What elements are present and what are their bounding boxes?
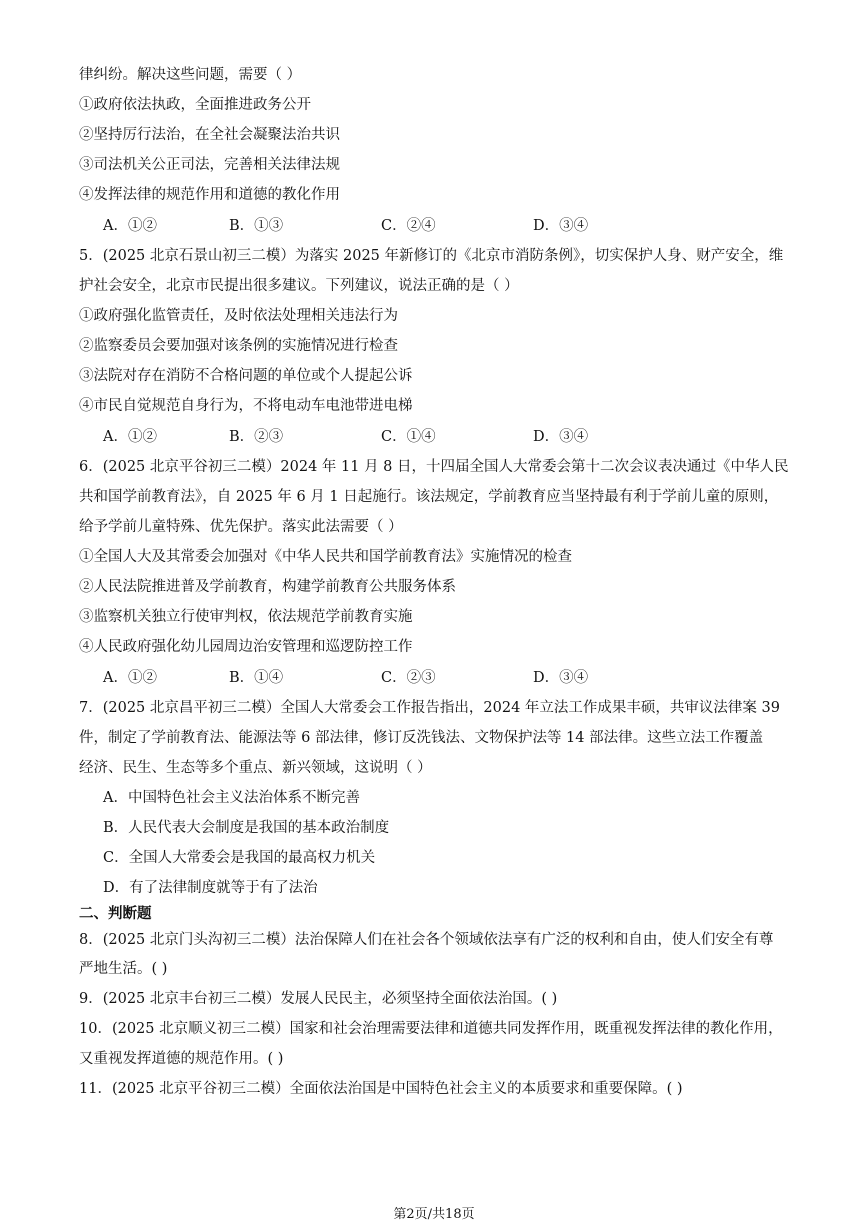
q5-item-2: ②监察委员会要加强对该条例的实施情况进行检查 (79, 338, 398, 354)
q7-option-c: C．全国人大常委会是我国的最高权力机关 (103, 850, 376, 866)
q6-item-4: ④人民政府强化幼儿园周边治安管理和巡逻防控工作 (79, 639, 413, 655)
q5-item-1: ①政府强化监管责任，及时依法处理相关违法行为 (79, 308, 398, 324)
q4-option-a: A．①② (103, 218, 157, 234)
q7-stem-line-1: 7．(2025 北京昌平初三二模）全国人大常委会工作报告指出，2024 年立法工作成果丰硕，共审议法律案 39 (79, 700, 780, 716)
q10-line-1: 10．(2025 北京顺义初三二模）国家和社会治理需要法律和道德共同发挥作用，既重视发挥法律的教化作用， (79, 1021, 783, 1037)
q5-item-4: ④市民自觉规范自身行为，不将电动车电池带进电梯 (79, 398, 413, 414)
q4-item-3: ③司法机关公正司法，完善相关法律法规 (79, 157, 340, 173)
q4-item-2: ②坚持厉行法治，在全社会凝聚法治共识 (79, 127, 340, 143)
q8-line-2: 严地生活。( ) (79, 961, 168, 977)
q6-option-c: C．②③ (381, 670, 436, 686)
q4-item-4: ④发挥法律的规范作用和道德的教化作用 (79, 187, 340, 203)
q6-option-a: A．①② (103, 670, 157, 686)
q5-option-a: A．①② (103, 429, 157, 445)
q7-option-b: B．人民代表大会制度是我国的基本政治制度 (103, 820, 390, 836)
q4-stem-tail: 律纠纷。解决这些问题，需要（ ） (79, 67, 302, 83)
q8-line-1: 8．(2025 北京门头沟初三二模）法治保障人们在社会各个领域依法享有广泛的权利和自由，使人们安全有尊 (79, 932, 774, 948)
q4-option-b: B．①③ (229, 218, 284, 234)
q6-stem-line-3: 给予学前儿童特殊、优先保护。落实此法需要（ ） (79, 519, 403, 535)
q5-item-3: ③法院对存在消防不合格问题的单位或个人提起公诉 (79, 368, 413, 384)
q7-stem-line-3: 经济、民生、生态等多个重点、新兴领域，这说明（ ） (79, 760, 432, 776)
q5-option-d: D．③④ (533, 429, 589, 445)
q5-stem-line-1: 5．(2025 北京石景山初三二模）为落实 2025 年新修订的《北京市消防条例》，切实保护人身、财产安全，维 (79, 248, 784, 264)
q5-option-b: B．②③ (229, 429, 284, 445)
q6-item-1: ①全国人大及其常委会加强对《中华人民共和国学前教育法》实施情况的检查 (79, 549, 572, 565)
q6-option-b: B．①④ (229, 670, 284, 686)
q5-stem-line-2: 护社会安全，北京市民提出很多建议。下列建议，说法正确的是（ ） (79, 278, 519, 294)
q9-line: 9．(2025 北京丰台初三二模）发展人民民主，必须坚持全面依法治国。( ) (79, 991, 558, 1007)
q4-item-1: ①政府依法执政，全面推进政务公开 (79, 97, 311, 113)
q11-line: 11．(2025 北京平谷初三二模）全面依法治国是中国特色社会主义的本质要求和重要保障。( ) (79, 1081, 683, 1097)
q5-option-c: C．①④ (381, 429, 436, 445)
q4-option-d: D．③④ (533, 218, 589, 234)
page-number-footer: 第2页/共18页 (393, 1207, 475, 1222)
q6-stem-line-1: 6．(2025 北京平谷初三二模）2024 年 11 月 8 日，十四届全国人大常委会第十二次会议表决通过《中华人民 (79, 459, 789, 475)
q4-option-c: C．②④ (381, 218, 436, 234)
q7-option-d: D．有了法律制度就等于有了法治 (103, 880, 318, 896)
q6-option-d: D．③④ (533, 670, 589, 686)
q10-line-2: 又重视发挥道德的规范作用。( ) (79, 1051, 284, 1067)
q6-item-2: ②人民法院推进普及学前教育，构建学前教育公共服务体系 (79, 579, 456, 595)
section-heading-judgment: 二、判断题 (79, 906, 152, 922)
q7-stem-line-2: 件，制定了学前教育法、能源法等 6 部法律，修订反洗钱法、文物保护法等 14 部法律。这些立法工作覆盖 (79, 730, 764, 746)
q7-option-a: A．中国特色社会主义法治体系不断完善 (103, 790, 360, 806)
q6-item-3: ③监察机关独立行使审判权，依法规范学前教育实施 (79, 609, 413, 625)
q6-stem-line-2: 共和国学前教育法》，自 2025 年 6 月 1 日起施行。该法规定，学前教育应当坚持最有利于学前儿童的原则， (79, 489, 779, 505)
